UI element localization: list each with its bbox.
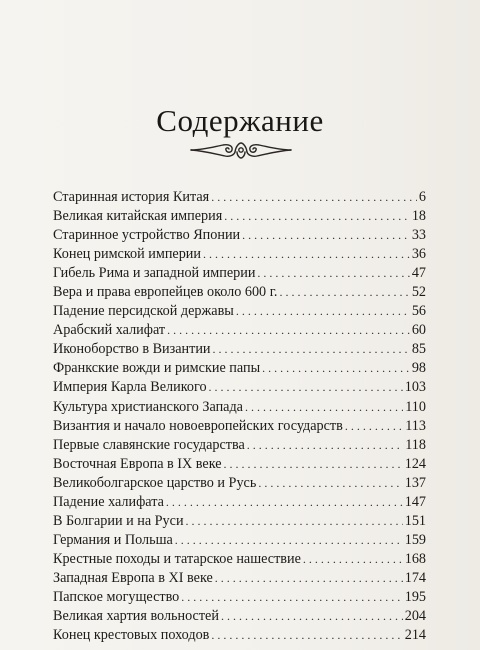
toc-entry <box>53 474 426 493</box>
toc-entry <box>53 188 426 207</box>
toc-entry <box>53 398 426 417</box>
toc-entry-title: Восточная Европа в IX веке <box>53 455 222 472</box>
toc-entry <box>53 588 426 607</box>
toc-dot-leader <box>247 436 403 455</box>
toc-dot-leader <box>279 283 409 302</box>
toc-entry <box>53 626 426 645</box>
toc-entry-title: Первые славянские государства <box>53 436 245 453</box>
toc-entry-page-number: 103 <box>404 379 426 396</box>
toc-dot-leader <box>181 588 402 607</box>
toc-dot-leader <box>303 550 403 569</box>
toc-entry-title: Старинная история Китая <box>53 189 210 205</box>
toc-entry <box>53 340 426 359</box>
toc-dot-leader <box>245 398 403 417</box>
toc-entry-title: Вера и права европейцев около 600 г. <box>53 284 278 301</box>
toc-dot-leader <box>175 531 403 550</box>
toc-entry-page-number: 168 <box>404 550 426 567</box>
toc-dot-leader <box>167 321 410 340</box>
toc-entry-title: Великая китайская империя <box>53 208 223 225</box>
toc-entry-title: Культура христианского Запада <box>53 398 243 415</box>
toc-entry-page-number: 118 <box>405 436 426 453</box>
toc-entry <box>53 321 426 340</box>
toc-entry-title: Империя Карла Великого <box>53 379 207 396</box>
toc-entry-title: Западная Европа в XI веке <box>53 569 213 586</box>
toc-entry-page-number: 60 <box>411 322 426 339</box>
toc-entry-page-number: 204 <box>404 608 426 625</box>
toc-entry-page-number: 113 <box>405 417 426 434</box>
toc-dot-leader <box>203 245 410 264</box>
toc-dot-leader <box>236 302 410 321</box>
toc-dot-leader <box>213 340 410 359</box>
toc-dot-leader <box>211 188 417 207</box>
toc-dot-leader <box>211 626 402 645</box>
toc-entry-title: Великоболгарское царство и Русь <box>53 474 257 491</box>
toc-entry-page-number: 56 <box>411 303 426 320</box>
toc-entry-title: Иконоборство в Византии <box>53 341 211 358</box>
toc-entry-title: Германия и Польша <box>53 531 173 548</box>
toc-entry-title: Конец римской империи <box>53 246 201 263</box>
toc-dot-leader <box>166 493 403 512</box>
toc-entry <box>53 607 426 626</box>
toc-entry-page-number: 33 <box>411 227 426 244</box>
toc-entry-page-number: 52 <box>411 284 426 301</box>
toc-entry-page-number: 174 <box>404 569 426 586</box>
toc-dot-leader <box>262 359 410 378</box>
toc-dot-leader <box>186 512 403 531</box>
toc-entry-page-number: 18 <box>411 208 426 225</box>
toc-entry-page-number: 85 <box>411 341 426 358</box>
toc-entry <box>53 302 426 321</box>
toc-entry-page-number: 36 <box>411 246 426 263</box>
toc-dot-leader <box>242 226 410 245</box>
toc-entry-page-number: 147 <box>404 493 426 510</box>
toc-dot-leader <box>224 455 403 474</box>
toc-entry-title: Гибель Рима и западной империи <box>53 265 256 282</box>
toc-entry-title: Византия и начало новоевропейских государств <box>53 417 343 434</box>
toc-entry <box>53 245 426 264</box>
toc-entry-page-number: 159 <box>404 531 426 548</box>
toc-entry-title: Великая хартия вольностей <box>53 608 219 625</box>
toc-entry <box>53 455 426 474</box>
toc-entry-title: Конец крестовых походов <box>53 627 210 644</box>
toc-entry-title: Папское могущество <box>53 588 180 605</box>
toc-entry-page-number: 98 <box>411 360 426 377</box>
toc-entry-page-number: 110 <box>405 398 426 415</box>
toc-entry <box>53 550 426 569</box>
toc-dot-leader <box>221 607 403 626</box>
toc-entry-page-number: 151 <box>404 512 426 529</box>
toc-entry <box>53 378 426 397</box>
toc-entry-page-number: 195 <box>404 588 426 605</box>
toc-entry-title: Крестные походы и татарское нашествие <box>53 550 301 567</box>
toc-entry-title: В Болгарии и на Руси <box>53 512 184 529</box>
toc-entry-title: Старинное устройство Японии <box>53 227 241 244</box>
toc-entry-title: Арабский халифат <box>53 322 166 339</box>
toc-entry <box>53 417 426 436</box>
toc-entry-title: Падение персидской державы <box>53 303 234 320</box>
toc-entry-title: Падение халифата <box>53 493 164 510</box>
toc-entry-page-number: 124 <box>404 455 426 472</box>
toc-entry <box>53 569 426 588</box>
toc-entry-page-number: 214 <box>404 627 426 644</box>
toc-entry-page-number: 6 <box>418 189 426 205</box>
toc-dot-leader <box>209 378 403 397</box>
flourish-divider-icon <box>189 137 293 163</box>
toc-dot-leader <box>224 207 410 226</box>
toc-dot-leader <box>345 417 403 436</box>
toc-entry <box>53 436 426 455</box>
toc-entry <box>53 207 426 226</box>
toc-dot-leader <box>257 264 409 283</box>
toc-dot-leader <box>215 569 403 588</box>
table-of-contents <box>53 188 426 645</box>
toc-entry <box>53 359 426 378</box>
toc-entry <box>53 512 426 531</box>
page-title: Содержание <box>156 102 324 138</box>
toc-dot-leader <box>258 474 402 493</box>
toc-entry <box>53 493 426 512</box>
toc-entry-page-number: 137 <box>404 474 426 491</box>
toc-entry-title: Франкские вожди и римские папы <box>53 360 261 377</box>
toc-entry-page-number: 47 <box>411 265 426 282</box>
toc-entry <box>53 531 426 550</box>
toc-entry <box>53 226 426 245</box>
toc-entry <box>53 283 426 302</box>
toc-entry <box>53 264 426 283</box>
